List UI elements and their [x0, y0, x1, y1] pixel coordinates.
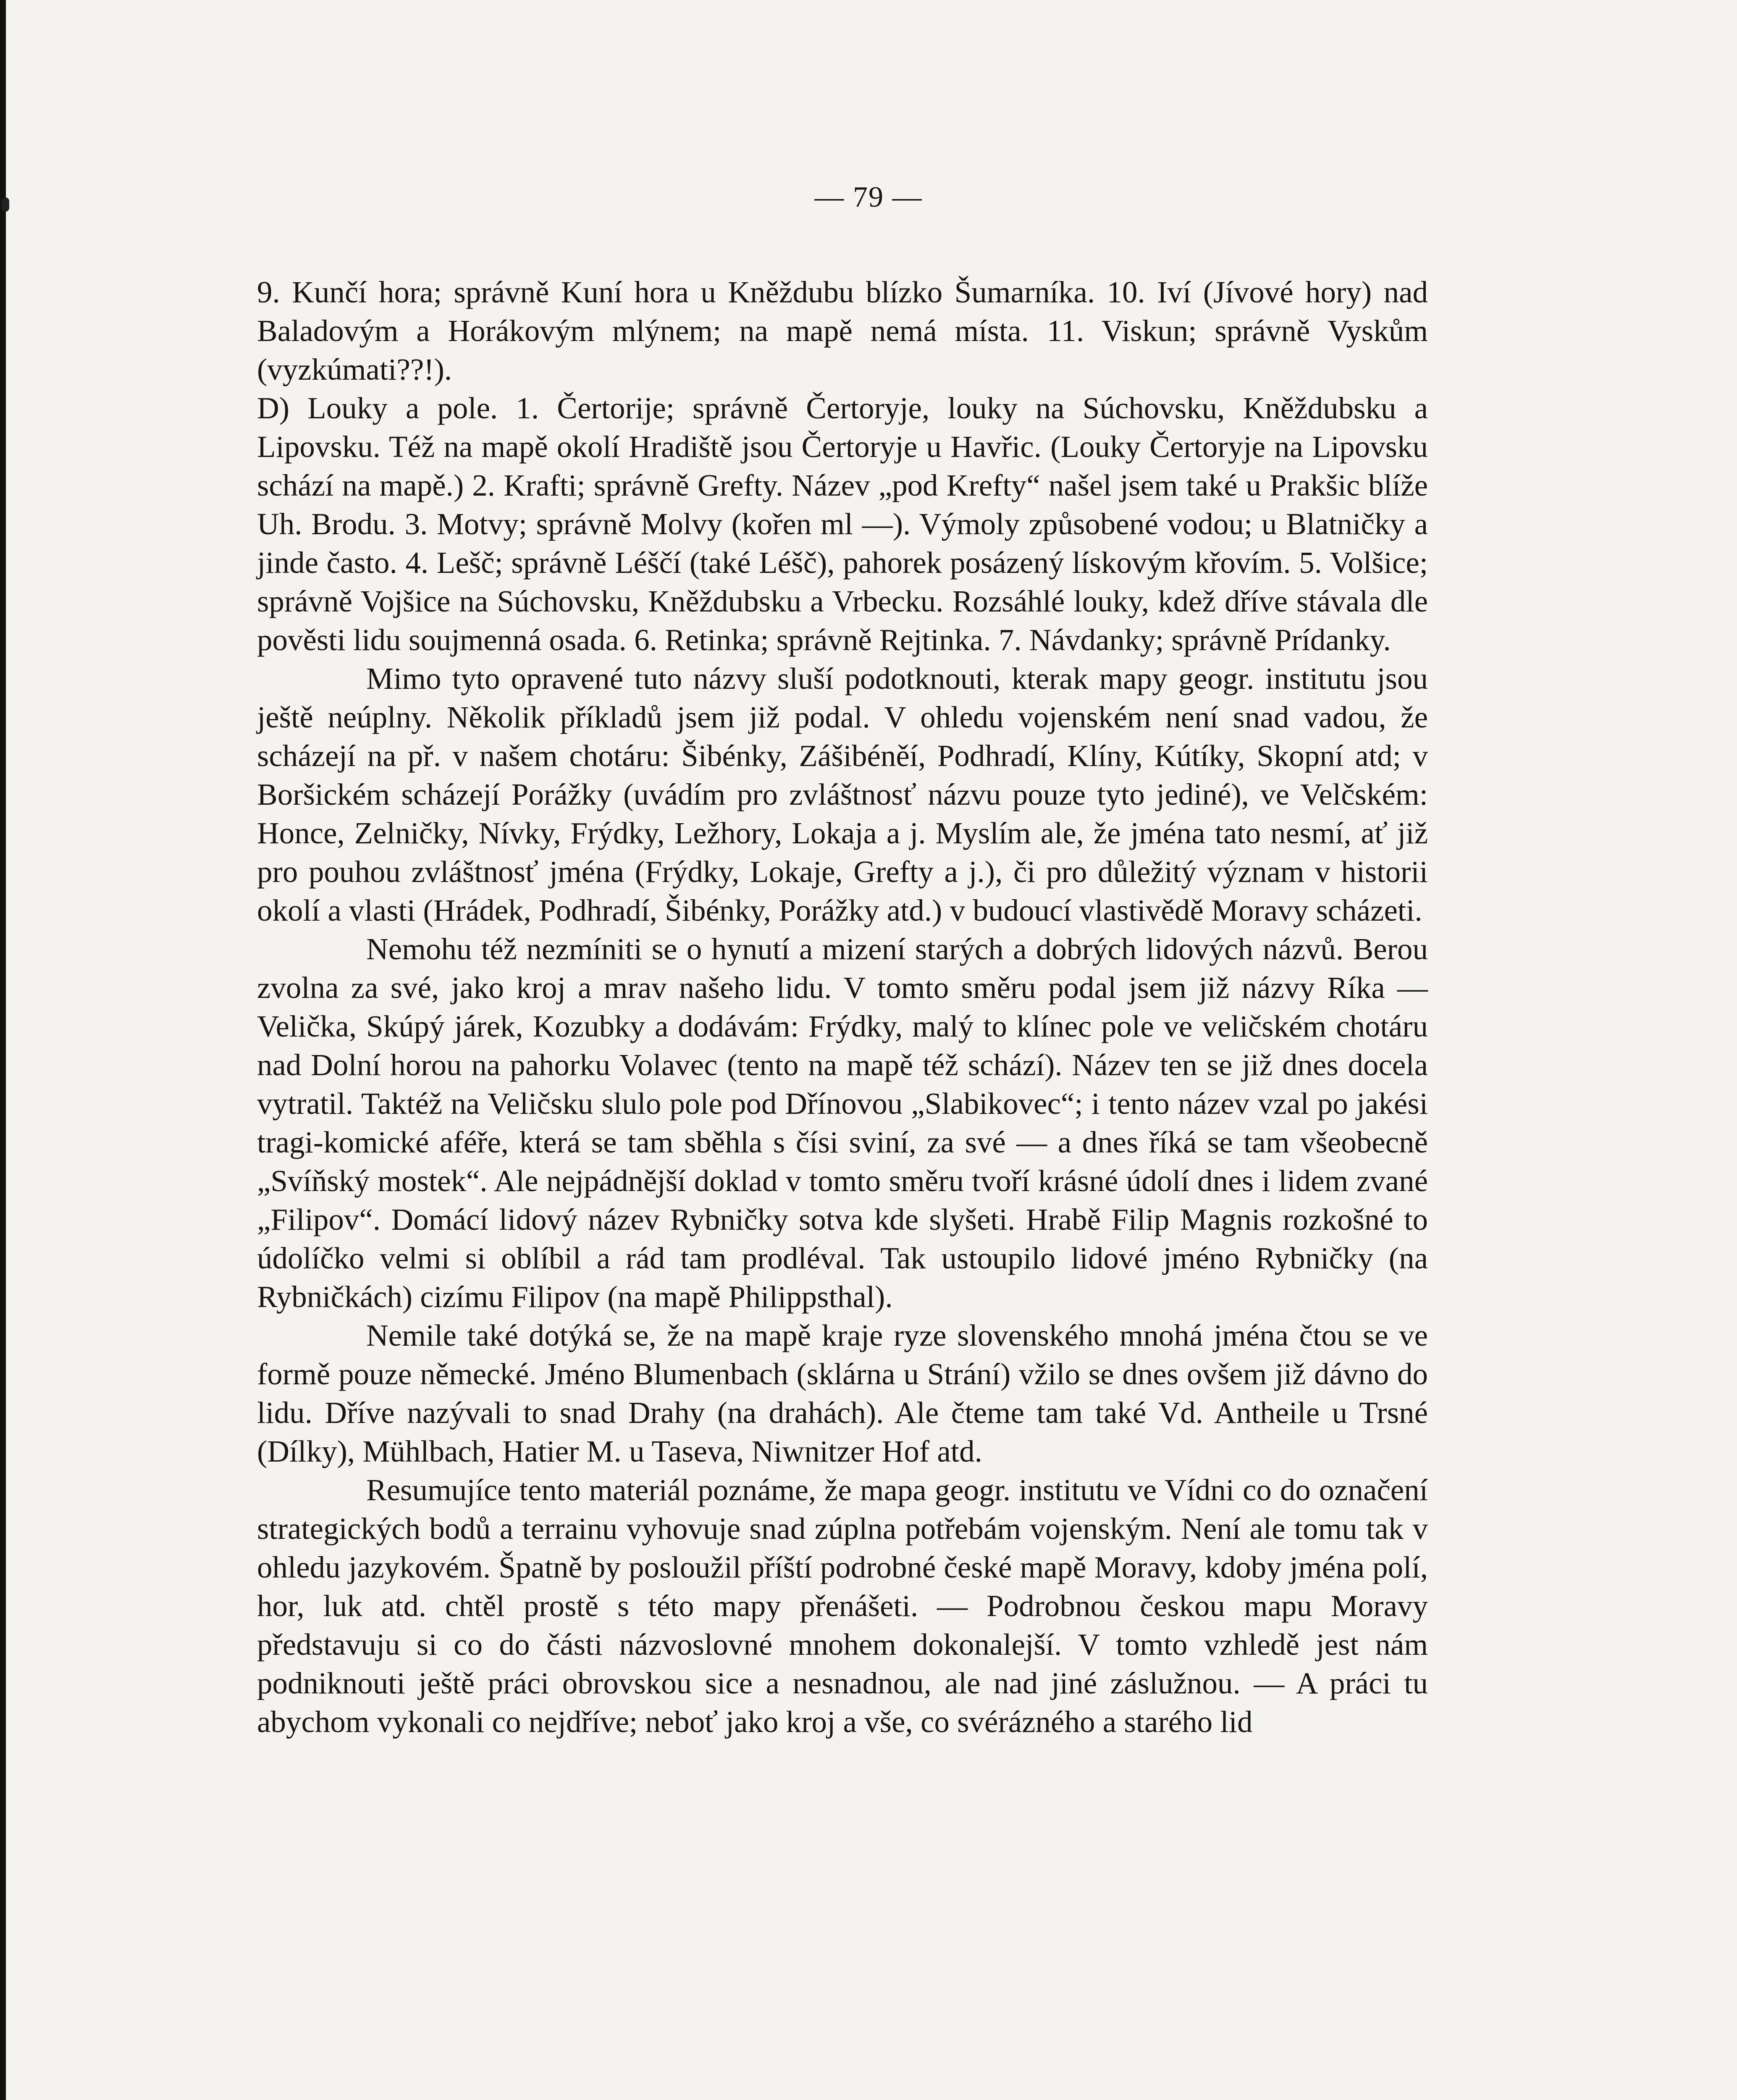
- paragraph-entries-9-11: 9. Kunčí hora; správně Kuní hora u Kněždubu blízko Šumarníka. 10. Iví (Jívové hory) nad Baladovým a Horákovým mlýnem; na mapě nemá místa. 11. Viskun; správně Vyskům (vyzkúmati??!).: [257, 275, 1428, 386]
- paragraph-conclusion: Resumujíce tento materiál poznáme, že mapa geogr. institutu ve Vídni co do označení strategických bodů a terrainu vyhovuje snad zúplna potřebám vojenským. Není ale tomu tak v ohledu jazykovém. Špatně by posloužil příští podrobné české mapě Moravy, kdoby jména polí, hor, luk atd. chtěl prostě s této mapy přenášeti. — Podrobnou českou mapu Moravy představuju si co do části názvoslovné mnohem dokonalejší. V tomto vzhledě jest nám podniknouti ještě práci obrovskou sice a nesnadnou, ale nad jiné záslužnou. — A práci tu abychom vykonali co nejdříve; neboť jako kroj a vše, co svérázného a starého lid: [257, 1473, 1428, 1739]
- page-number: — 79 —: [814, 181, 923, 213]
- body-text: [257, 273, 1428, 1741]
- paragraph-louky-a-pole: D) Louky a pole. 1. Čertorije; správně Čertoryje, louky na Súchovsku, Kněždubsku a Lipovsku. Též na mapě okolí Hradiště jsou Čertoryje u Havřic. (Louky Čertoryje na Lipovsku schází na mapě.) 2. Krafti; správně Grefty. Název „pod Krefty“ našel jsem také u Prakšic blíže Uh. Brodu. 3. Motvy; správně Molvy (kořen ml —). Výmoly způsobené vodou; u Blatničky a jinde často. 4. Lešč; správně Léščí (také Léšč), pahorek posázený lískovým křovím. 5. Volšice; správně Vojšice na Súchovsku, Kněždubsku a Vrbecku. Rozsáhlé louky, kdež dříve stávala dle pověsti lidu soujmenná osada. 6. Retinka; správně Rejtinka. 7. Návdanky; správně Prídanky.: [257, 391, 1428, 657]
- paragraph-german-names: Nemile také dotýká se, že na mapě kraje ryze slovenského mnohá jména čtou se ve formě pouze německé. Jméno Blumenbach (sklárna u Strání) vžilo se dnes ovšem již dávno do lidu. Dříve nazývali to snad Drahy (na drahách). Ale čteme tam také Vd. Antheile u Trsné (Dílky), Mühlbach, Hatier M. u Taseva, Niwnitzer Hof atd.: [257, 1318, 1428, 1468]
- scan-edge: [0, 0, 6, 2100]
- paragraph-missing-names: Mimo tyto opravené tuto názvy sluší podotknouti, kterak mapy geogr. institutu jsou ještě neúplny. Několik příkladů jsem již podal. V ohledu vojenském není snad vadou, že scházejí na př. v našem chotáru: Šibénky, Zášibéněí, Podhradí, Klíny, Kútíky, Skopní atd; v Boršickém scházejí Porážky (uvádím pro zvláštnosť názvu pouze tyto jediné), ve Velčském: Honce, Zelničky, Nívky, Frýdky, Ležhory, Lokaja a j. Myslím ale, že jména tato nesmí, ať již pro pouhou zvláštnosť jména (Frýdky, Lokaje, Grefty a j.), či pro důležitý význam v historii okolí a vlasti (Hrádek, Podhradí, Šibénky, Porážky atd.) v budoucí vlastivědě Moravy scházeti.: [257, 662, 1428, 927]
- paragraph-vanishing-names: Nemohu též nezmíniti se o hynutí a mizení starých a dobrých lidových názvů. Berou zvolna za své, jako kroj a mrav našeho lidu. V tomto směru podal jsem již názvy Ríka — Velička, Skúpý járek, Kozubky a dodávám: Frýdky, malý to klínec pole ve veličském chotáru nad Dolní horou na pahorku Volavec (tento na mapě též schází). Název ten se již dnes docela vytratil. Taktéž na Veličsku slulo pole pod Dřínovou „Slabikovec“; i tento název vzal po jakési tragi-komické aféře, která se tam sběhla s čísi sviní, za své — a dnes říká se tam všeobecně „Svíňský mostek“. Ale nejpádnější doklad v tomto směru tvoří krásné údolí dnes i lidem zvané „Filipov“. Domácí lidový název Rybničky sotva kde slyšeti. Hrabě Filip Magnis rozkošné to údolíčko velmi si oblíbil a rád tam prodléval. Tak ustoupilo lidové jméno Rybničky (na Rybničkách) cizímu Filipov (na mapě Philippsthal).: [257, 932, 1428, 1314]
